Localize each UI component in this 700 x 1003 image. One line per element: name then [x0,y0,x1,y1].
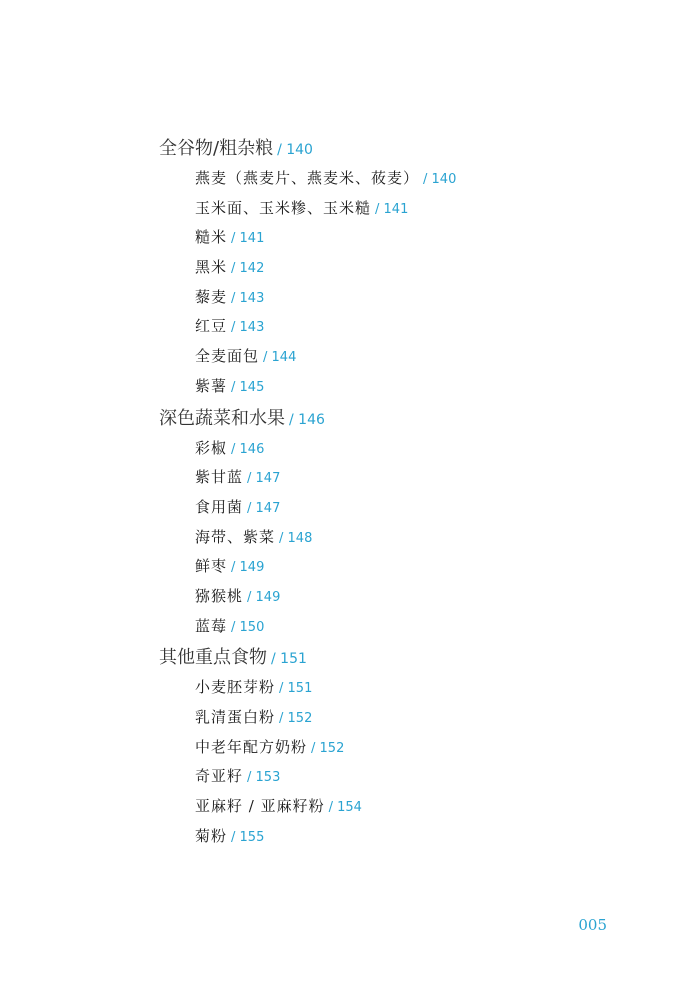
toc-section [159,406,639,642]
toc-item[interactable] [195,493,639,523]
section-items [159,434,639,642]
toc-item[interactable] [195,312,639,342]
toc-item-page: / 152 [311,740,345,756]
toc-item[interactable] [195,463,639,493]
toc-item-label: 糙米 [195,228,228,247]
toc-item-label: 紫甘蓝 [195,468,244,487]
section-title-text: 深色蔬菜和水果 [159,407,285,429]
toc-item-label: 鲜枣 [195,557,228,576]
toc-item-label: 全麦面包 [195,347,260,366]
toc-item[interactable] [195,552,639,582]
toc-item-label: 玉米面、玉米糁、玉米糙 [195,198,372,217]
toc-item-page: / 142 [231,261,265,277]
section-page-number: / 140 [277,142,313,158]
toc-item-label: 菊粉 [195,826,228,845]
section-items [159,673,639,851]
toc-item-label: 小麦胚芽粉 [195,678,276,697]
toc-item-label: 燕麦（燕麦片、燕麦米、莜麦） [195,169,420,187]
toc-item-page: / 145 [231,379,265,395]
toc-item[interactable] [195,703,639,733]
section-title-text: 全谷物/粗杂粮 [159,138,274,159]
toc-item[interactable] [195,372,639,402]
section-title[interactable] [159,406,639,432]
toc-item-label: 黑米 [195,258,228,277]
section-title[interactable] [159,645,639,671]
toc-item-page: / 149 [247,589,281,605]
toc-item[interactable] [195,762,639,792]
section-title-text: 其他重点食物 [159,647,267,669]
toc-item[interactable] [195,733,639,763]
page-number: 005 [578,916,607,934]
toc-item-label: 海带、紫菜 [195,527,276,546]
toc-item-page: / 144 [263,350,297,366]
toc-item-page: / 146 [231,441,265,457]
toc-item[interactable] [195,582,639,612]
section-items [159,164,639,402]
toc-item-label: 紫薯 [195,376,228,395]
toc-item-page: / 153 [247,770,281,786]
toc-item-page: / 155 [231,829,265,845]
toc-item[interactable] [195,792,639,822]
toc-item-label: 乳清蛋白粉 [195,708,276,726]
toc-item-page: / 141 [231,231,265,247]
section-title[interactable] [159,136,639,162]
toc-item-page: / 147 [247,471,281,487]
toc-section [159,136,639,402]
toc-section [159,645,639,851]
section-page-number: / 151 [271,651,307,668]
toc-item[interactable] [195,253,639,283]
toc-item[interactable] [195,342,639,372]
toc-item-label: 猕猴桃 [195,586,244,605]
toc-item-page: / 149 [231,560,265,576]
toc-item-label: 藜麦 [195,287,228,306]
toc-item-label: 彩椒 [195,438,228,457]
toc-item[interactable] [195,822,639,852]
toc-item-page: / 140 [423,172,457,187]
toc-item-page: / 154 [328,800,362,816]
toc-item-label: 食用菌 [195,497,244,516]
toc-item[interactable] [195,194,639,224]
toc-item-page: / 151 [279,681,313,697]
toc-item-label: 亚麻籽 / 亚麻籽粉 [195,797,325,816]
toc-item-label: 中老年配方奶粉 [195,737,308,756]
toc-item-label: 蓝莓 [195,616,228,635]
toc-item[interactable] [195,283,639,313]
toc-item[interactable] [195,223,639,253]
toc-item-page: / 141 [375,201,409,217]
toc-item-page: / 152 [279,711,313,726]
toc-item-page: / 147 [247,500,281,516]
toc-item-page: / 148 [279,530,313,546]
table-of-contents [159,136,639,855]
section-page-number: / 146 [289,411,325,428]
toc-item[interactable] [195,612,639,642]
toc-item[interactable] [195,523,639,553]
toc-item-page: / 143 [231,320,265,336]
toc-item[interactable] [195,673,639,703]
toc-item-label: 红豆 [195,317,228,336]
toc-item[interactable] [195,434,639,464]
toc-item-page: / 143 [231,290,265,306]
toc-item-label: 奇亚籽 [195,767,244,786]
toc-item-page: / 150 [231,619,265,635]
toc-item[interactable] [195,164,639,194]
